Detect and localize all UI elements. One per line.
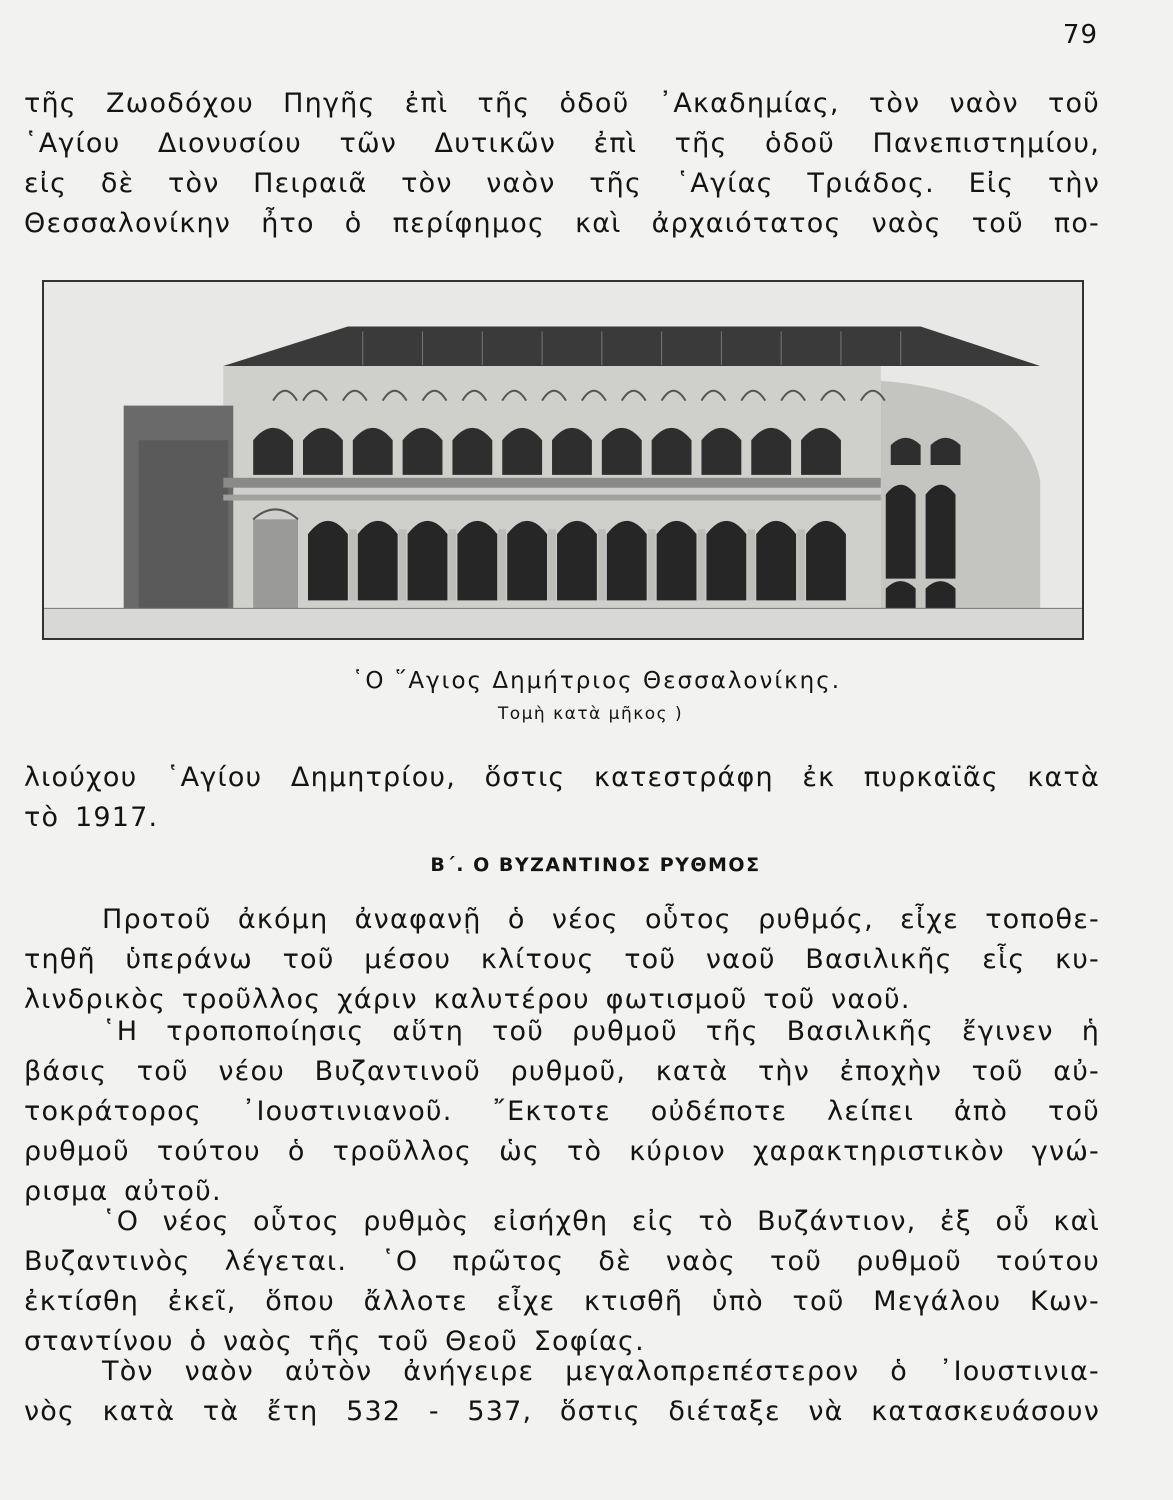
- text-line: τοκράτορος ᾿Ιουστινιανοῦ. ῎Εκτοτε οὐδέποτε λείπει ἀπὸ τοῦ: [24, 1096, 1100, 1127]
- text-line: ρυθμοῦ τούτου ὁ τροῦλλος ὡς τὸ κύριον χαρακτηριστικὸν γνώ-: [24, 1136, 1100, 1167]
- figure-caption: ῾Ο ῞Αγιος Δημήτριος Θεσσαλονίκης.: [351, 668, 842, 694]
- text-line: σταντίνου ὁ ναὸς τῆς τοῦ Θεοῦ Σοφίας.: [24, 1326, 645, 1357]
- text-line: ῾Ο νέος οὗτος ρυθμὸς εἰσήχθη εἰς τὸ Βυζάντιον, ἐξ οὗ καὶ: [102, 1206, 1100, 1237]
- text-line: νὸς κατὰ τὰ ἔτη 532 - 537, ὅστις διέταξε νὰ κατασκευάσουν: [24, 1396, 1100, 1427]
- text-line: Προτοῦ ἀκόμη ἀναφανῇ ὁ νέος οὗτος ρυθμός, εἶχε τοποθε-: [102, 904, 1100, 935]
- text-line: ῾Η τροποποίησις αὕτη τοῦ ρυθμοῦ τῆς Βασιλικῆς ἔγινεν ἡ: [102, 1016, 1100, 1047]
- church-section-illustration: [42, 280, 1084, 640]
- text-line: ῾Αγίου Διονυσίου τῶν Δυτικῶν ἐπὶ τῆς ὁδοῦ Πανεπιστημίου,: [24, 128, 1100, 159]
- text-line: λιούχου ῾Αγίου Δημητρίου, ὅστις κατεστράφη ἐκ πυρκαϊᾶς κατὰ: [24, 762, 1100, 793]
- page-number: 79: [1062, 20, 1098, 50]
- text-line: εἰς δὲ τὸν Πειραιᾶ τὸν ναὸν τῆς ῾Αγίας Τριάδος. Εἰς τὴν: [24, 168, 1100, 199]
- continuation-paragraph: [24, 758, 1100, 838]
- section-heading: Β΄. Ο ΒΥΖΑΝΤΙΝΟΣ ΡΥΘΜΟΣ: [430, 854, 761, 876]
- paragraph-2: [24, 1012, 1100, 1212]
- text-line: ἐκτίσθη ἐκεῖ, ὅπου ἄλλοτε εἶχε κτισθῆ ὑπὸ τοῦ Μεγάλου Κων-: [24, 1286, 1100, 1317]
- paragraph-1: [24, 900, 1100, 1020]
- intro-paragraph: [24, 84, 1100, 244]
- paragraph-4: [24, 1352, 1100, 1432]
- text-line: Βυζαντινὸς λέγεται. ῾Ο πρῶτος δὲ ναὸς τοῦ ρυθμοῦ τούτου: [24, 1246, 1100, 1277]
- text-line: ρισμα αὐτοῦ.: [24, 1176, 222, 1207]
- paragraph-3: [24, 1202, 1100, 1362]
- text-line: τηθῆ ὑπεράνω τοῦ μέσου κλίτους τοῦ ναοῦ Βασιλικῆς εἷς κυ-: [24, 944, 1100, 975]
- text-line: τῆς Ζωοδόχου Πηγῆς ἐπὶ τῆς ὁδοῦ ᾿Ακαδημίας, τὸν ναὸν τοῦ: [24, 88, 1100, 119]
- text-line: βάσις τοῦ νέου Βυζαντινοῦ ρυθμοῦ, κατὰ τὴν ἐποχὴν τοῦ αὐ-: [24, 1056, 1100, 1087]
- text-line: Τὸν ναὸν αὐτὸν ἀνήγειρε μεγαλοπρεπέστερον ὁ ᾿Ιουστινια-: [102, 1356, 1100, 1387]
- text-line: λινδρικὸς τροῦλλος χάριν καλυτέρου φωτισμοῦ τοῦ ναοῦ.: [24, 984, 911, 1015]
- figure-subcaption: Τομὴ κατὰ μῆκος ): [497, 704, 684, 724]
- text-line: τὸ 1917.: [24, 802, 159, 833]
- text-line: Θεσσαλονίκην ἦτο ὁ περίφημος καὶ ἀρχαιότατος ναὸς τοῦ πο-: [24, 208, 1100, 239]
